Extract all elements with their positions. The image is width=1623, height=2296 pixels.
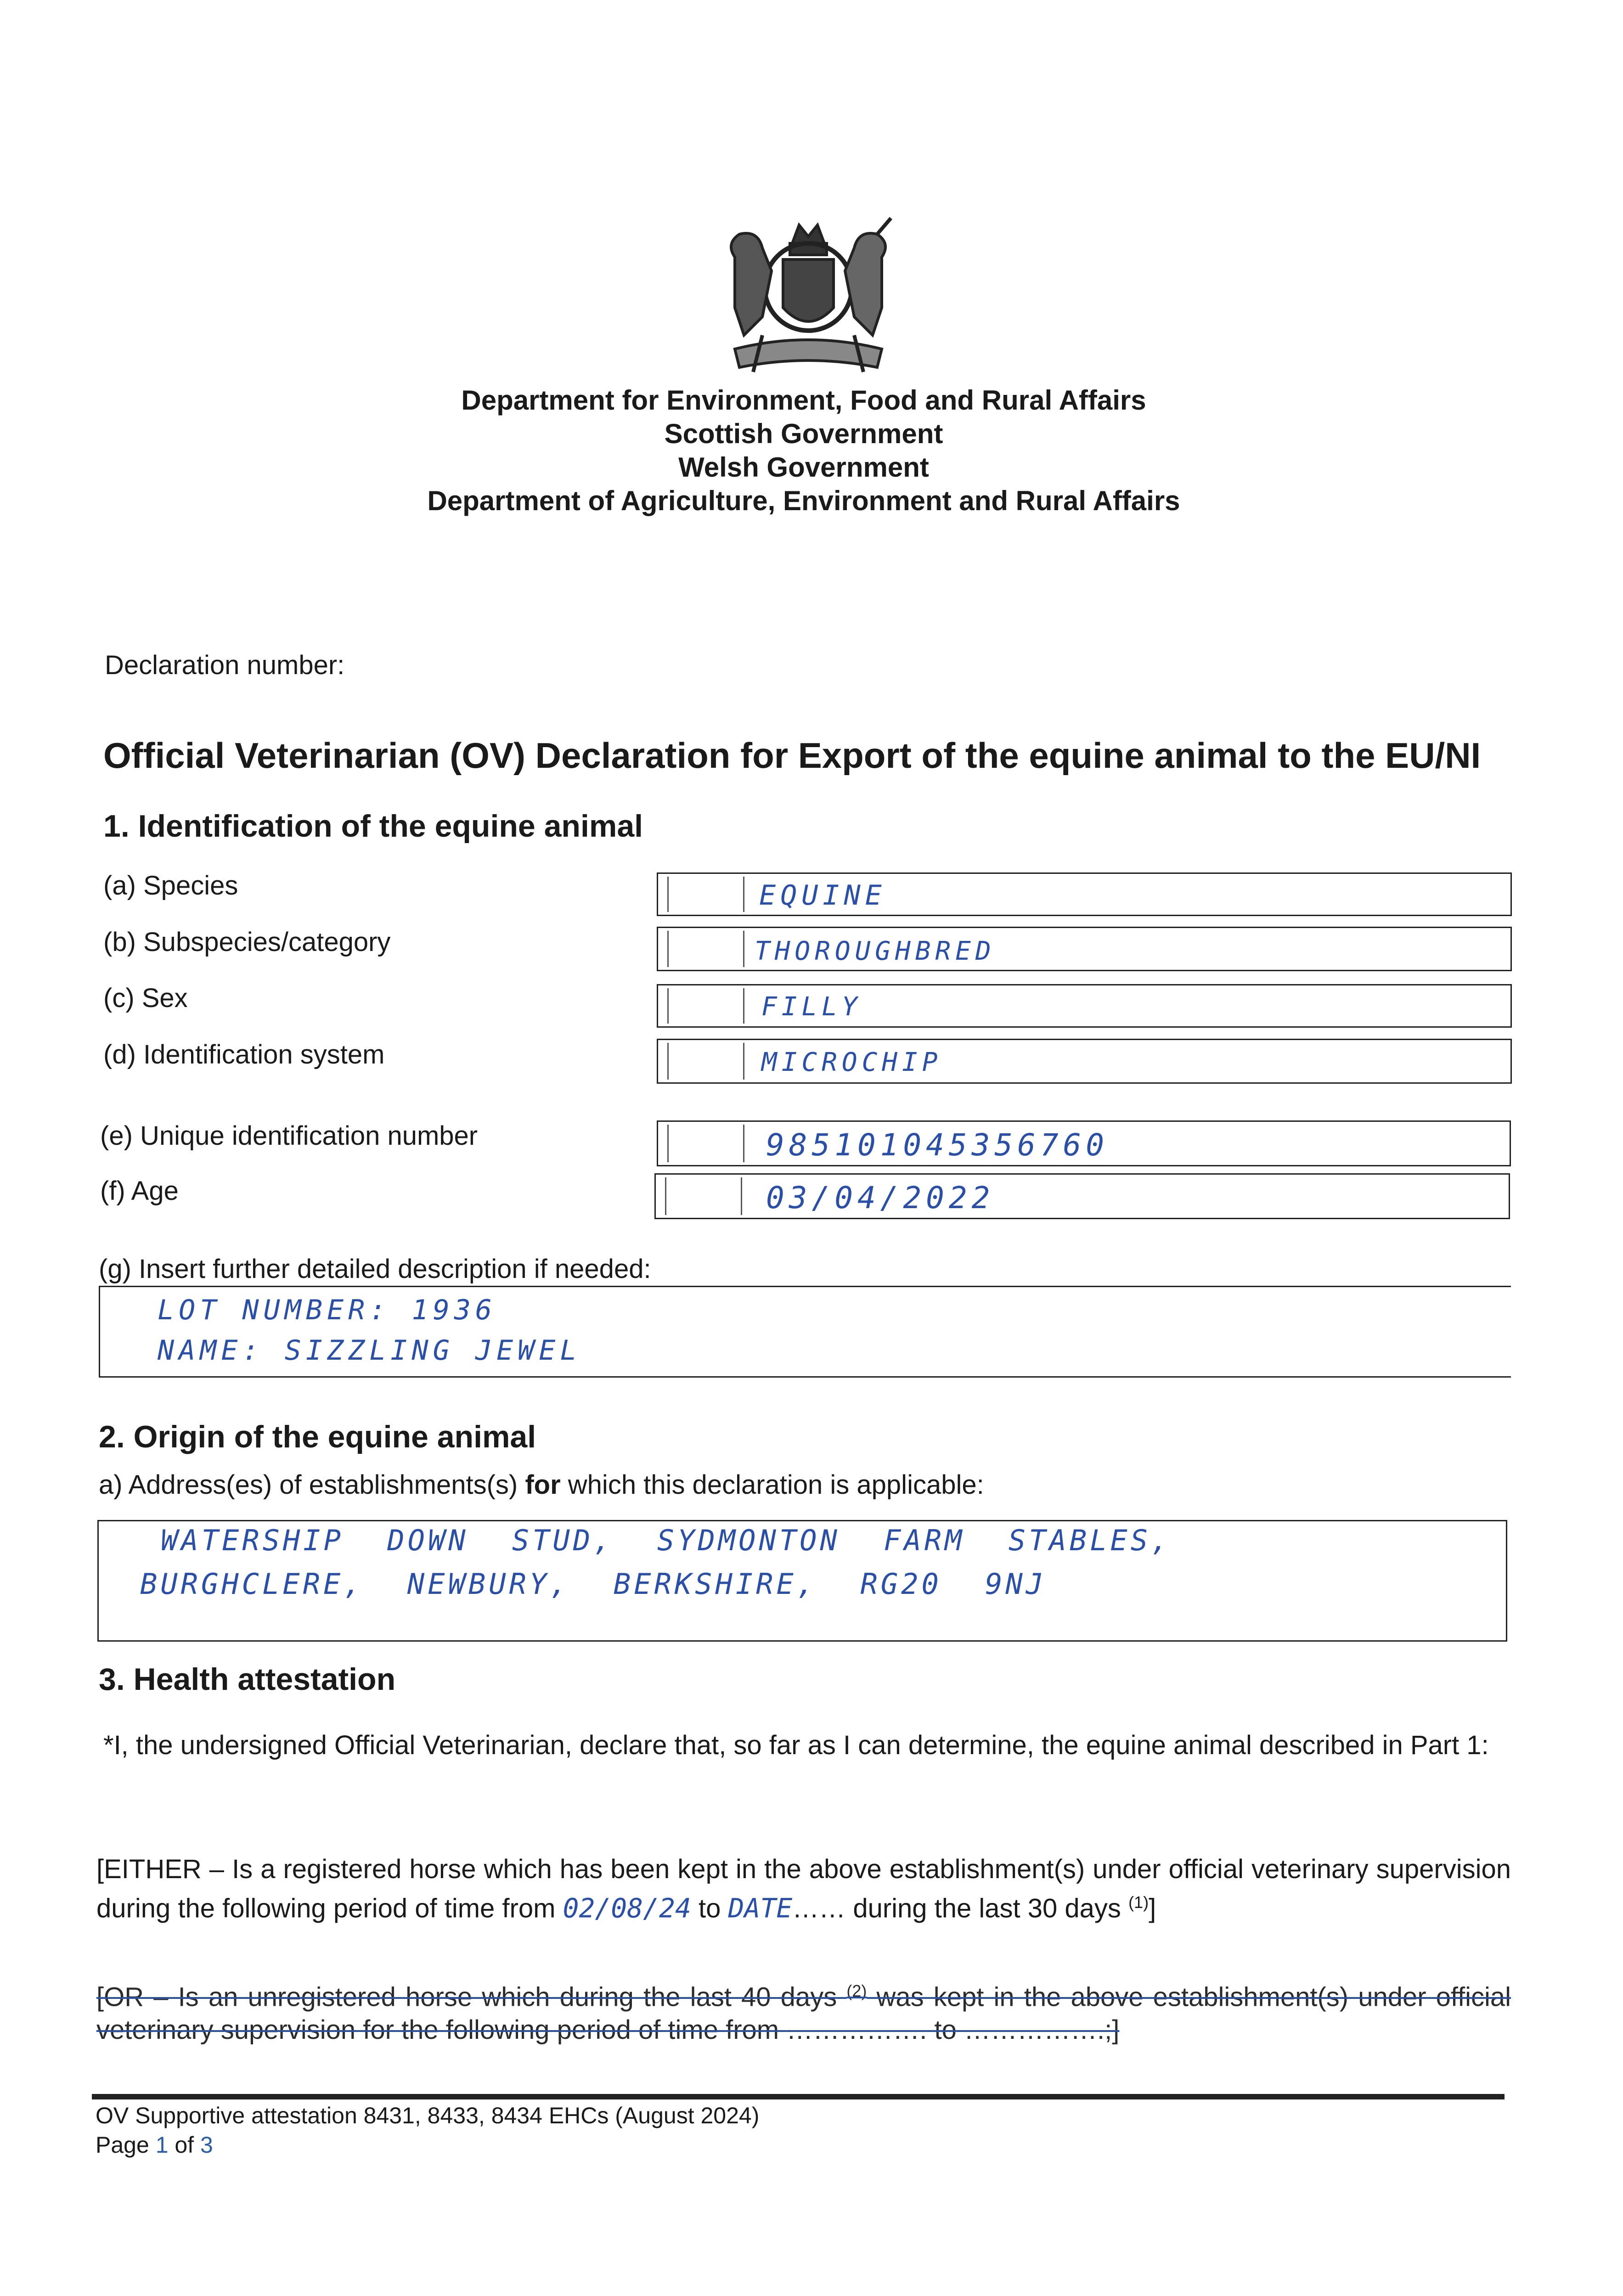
footnote-ref-2: (2) bbox=[846, 1981, 867, 2000]
either-clause: [EITHER – Is a registered horse which has been kept in the above establishment(s) under official veterinary supervision during the following period of time from 02/08/24 to DATE…… during the last 30 days $^{(1)}$] bbox=[96, 1854, 1511, 1924]
declaration-number-label: Declaration number: bbox=[105, 650, 345, 680]
footer-reference: OV Supportive attestation 8431, 8433, 8434 EHCs (August 2024) bbox=[96, 2103, 760, 2128]
subspecies-field[interactable] bbox=[657, 927, 1512, 971]
further-description-line-1: LOT NUMBER: 1936 bbox=[158, 1294, 496, 1326]
species-label: (a) Species bbox=[103, 871, 238, 900]
or-end: ;] bbox=[1105, 2015, 1120, 2045]
attestation-intro: *I, the undersigned Official Veterinarian, declare that, so far as I can determine, the equine animal described in Part 1: bbox=[103, 1730, 1489, 1760]
either-from-date[interactable]: 02/08/24 bbox=[563, 1892, 691, 1924]
royal-coat-of-arms-icon bbox=[707, 216, 909, 386]
or-clause-text: [OR – Is an unregistered horse which during the last 40 days bbox=[96, 1982, 837, 2012]
establishment-address-field[interactable] bbox=[97, 1520, 1507, 1642]
age-field[interactable] bbox=[654, 1173, 1510, 1219]
page-number: Page 1 of 3 bbox=[96, 2132, 213, 2158]
either-to-date[interactable]: DATE bbox=[728, 1892, 793, 1924]
age-label: (f) Age bbox=[100, 1176, 179, 1206]
section2-heading: 2. Origin of the equine animal bbox=[99, 1419, 536, 1454]
or-clause-struck bbox=[96, 1975, 1511, 2047]
agency-defra: Department for Environment, Food and Rural Affairs bbox=[461, 385, 1146, 416]
identification-system-field[interactable] bbox=[657, 1039, 1512, 1084]
or-clause-text-2: was kept in the above establishment(s) under official veterinary supervision for the following period of time from bbox=[96, 1982, 1511, 2045]
sex-field[interactable] bbox=[657, 984, 1512, 1028]
identification-system-label: (d) Identification system bbox=[103, 1040, 385, 1069]
sex-label: (c) Sex bbox=[103, 983, 188, 1013]
agency-daera: Department of Agriculture, Environment and Rural Affairs bbox=[427, 485, 1180, 516]
species-value: EQUINE bbox=[759, 879, 886, 912]
agency-welsh-government: Welsh Government bbox=[678, 452, 929, 483]
establishment-address-label-bold: for bbox=[525, 1470, 561, 1500]
page-footer bbox=[96, 2101, 759, 2160]
further-description-line-2: NAME: SIZZLING JEWEL bbox=[158, 1334, 581, 1367]
address-line-2: BURGHCLERE, NEWBURY, BERKSHIRE, RG20 9NJ bbox=[140, 1567, 1047, 1601]
unique-id-label: (e) Unique identification number bbox=[100, 1121, 478, 1151]
subspecies-label: (b) Subspecies/category bbox=[103, 927, 391, 957]
subspecies-value: THOROUGHBRED bbox=[755, 936, 996, 966]
or-from-blank: ……………. bbox=[786, 2015, 927, 2045]
either-end: ] bbox=[1149, 1893, 1156, 1924]
or-to-blank: ……………. bbox=[964, 2015, 1105, 2045]
either-tail: during the last 30 days bbox=[853, 1893, 1121, 1924]
agency-scottish-government: Scottish Government bbox=[664, 418, 943, 449]
address-line-1: WATERSHIP DOWN STUD, SYDMONTON FARM STABLES, bbox=[161, 1524, 1172, 1557]
identification-system-value: MICROCHIP bbox=[761, 1047, 942, 1077]
page-title: Official Veterinarian (OV) Declaration for Export of the equine animal to the EU/NI bbox=[103, 735, 1481, 776]
establishment-address-label bbox=[99, 1469, 984, 1500]
species-field[interactable] bbox=[657, 872, 1512, 916]
unique-id-value: 985101045356760 bbox=[766, 1127, 1109, 1163]
sex-value: FILLY bbox=[761, 992, 862, 1022]
establishment-address-label-post: which this declaration is applicable: bbox=[560, 1470, 984, 1500]
either-to-word: to bbox=[699, 1893, 721, 1924]
further-description-label: (g) Insert further detailed description if needed: bbox=[99, 1254, 651, 1284]
section3-heading: 3. Health attestation bbox=[99, 1662, 396, 1697]
age-value: 03/04/2022 bbox=[766, 1180, 995, 1216]
unique-id-field[interactable] bbox=[657, 1120, 1511, 1166]
or-to-word: to bbox=[934, 2015, 957, 2045]
footer-divider bbox=[92, 2094, 1505, 2099]
section1-heading: 1. Identification of the equine animal bbox=[103, 809, 643, 844]
issuing-agencies bbox=[321, 383, 1286, 518]
establishment-address-label-pre: a) Address(es) of establishments(s) bbox=[99, 1470, 525, 1500]
either-clause-text: [EITHER – Is a registered horse which has been kept in the above establishment(s) under official veterinary supervision during the following period of time from bbox=[96, 1854, 1511, 1924]
further-description-field[interactable] bbox=[99, 1286, 1511, 1378]
footnote-ref-1: (1) bbox=[1128, 1893, 1149, 1912]
